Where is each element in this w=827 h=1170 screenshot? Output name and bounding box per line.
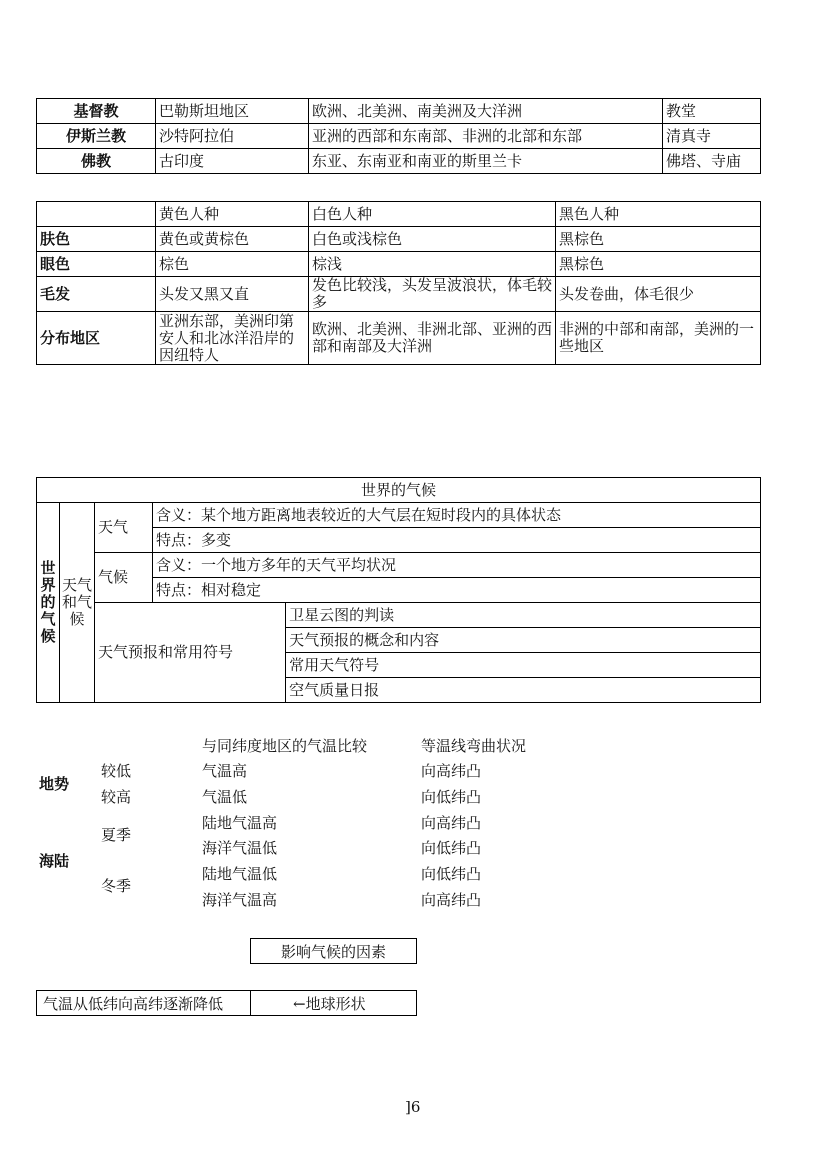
table-cell: 棕浅	[309, 252, 556, 277]
table-row	[37, 149, 761, 174]
season-summer: 夏季	[101, 826, 132, 844]
table-cell: 黑棕色	[556, 227, 761, 252]
isotherm-bend: 向低纬凸	[421, 839, 482, 857]
table-cell: 头发又黑又直	[156, 277, 309, 312]
factor-cause: ←地球形状	[250, 990, 417, 1016]
religion-building: 佛塔、寺庙	[663, 149, 761, 174]
religion-area: 欧洲、北美洲、南美洲及大洋洲	[309, 99, 663, 124]
table-header-row	[37, 202, 761, 227]
table-cell: 发色比较浅，头发呈波浪状，体毛较多	[309, 277, 556, 312]
forecast-item: 常用天气符号	[286, 653, 761, 678]
table-cell: 欧洲、北美洲、非洲北部、亚洲的西部和南部及大洋洲	[309, 312, 556, 365]
religion-building: 清真寺	[663, 124, 761, 149]
terrain-high: 较高	[101, 788, 132, 806]
isotherm-compare: 气温高	[202, 762, 248, 780]
table-row	[37, 227, 761, 252]
row-label: 毛发	[37, 277, 156, 312]
isotherm-compare: 陆地气温低	[202, 865, 278, 883]
table-cell: 头发卷曲，体毛很少	[556, 277, 761, 312]
table-row	[37, 478, 761, 503]
forecast-item: 空气质量日报	[286, 678, 761, 703]
row-label: 分布地区	[37, 312, 156, 365]
table-row	[37, 99, 761, 124]
table-cell: 黄色或黄棕色	[156, 227, 309, 252]
race-header: 白色人种	[309, 202, 556, 227]
religion-area: 亚洲的西部和东南部、非洲的北部和东部	[309, 124, 663, 149]
terrain-low: 较低	[101, 762, 132, 780]
isotherm-bend: 向低纬凸	[421, 788, 482, 806]
forecast-label: 天气预报和常用符号	[95, 603, 286, 703]
weather-feature: 特点：多变	[153, 528, 761, 553]
climate-feature: 特点：相对稳定	[153, 578, 761, 603]
climate-side-label: 世界的气候	[37, 503, 60, 703]
forecast-item: 天气预报的概念和内容	[286, 628, 761, 653]
isotherm-compare: 气温低	[202, 788, 248, 806]
factors-title: 影响气候的因素	[250, 938, 417, 964]
table-row	[37, 553, 761, 578]
race-table	[36, 201, 761, 365]
climate-label: 气候	[95, 553, 153, 603]
isotherm-bend: 向高纬凸	[421, 891, 482, 909]
table-row	[37, 312, 761, 365]
factor-effect: 气温从低纬向高纬逐渐降低	[36, 990, 251, 1016]
isotherm-bend: 向高纬凸	[421, 814, 482, 832]
empty-header-cell	[37, 202, 156, 227]
landsea-label: 海陆	[39, 852, 70, 870]
table-cell: 棕色	[156, 252, 309, 277]
weather-label: 天气	[95, 503, 153, 553]
isotherm-bend: 向低纬凸	[421, 865, 482, 883]
race-header: 黑色人种	[556, 202, 761, 227]
table-cell: 黑棕色	[556, 252, 761, 277]
religion-name: 佛教	[37, 149, 156, 174]
climate-definition: 含义：一个地方多年的天气平均状况	[153, 553, 761, 578]
table-row	[37, 503, 761, 528]
religion-origin: 巴勒斯坦地区	[156, 99, 309, 124]
weather-definition: 含义：某个地方距离地表较近的大气层在短时段内的具体状态	[153, 503, 761, 528]
climate-sub-label: 天气和气候	[60, 503, 95, 703]
climate-outline-table	[36, 477, 761, 703]
season-winter: 冬季	[101, 877, 132, 895]
race-header: 黄色人种	[156, 202, 309, 227]
isotherm-compare: 海洋气温高	[202, 891, 278, 909]
isotherm-compare: 陆地气温高	[202, 814, 278, 832]
table-cell: 亚洲东部，美洲印第安人和北冰洋沿岸的因纽特人	[156, 312, 309, 365]
terrain-label: 地势	[39, 775, 70, 793]
religion-name: 伊斯兰教	[37, 124, 156, 149]
row-label: 眼色	[37, 252, 156, 277]
isotherm-col2-header: 等温线弯曲状况	[421, 737, 527, 755]
climate-title: 世界的气候	[37, 478, 761, 503]
table-cell: 非洲的中部和南部，美洲的一些地区	[556, 312, 761, 365]
religion-origin: 古印度	[156, 149, 309, 174]
religion-name: 基督教	[37, 99, 156, 124]
religion-origin: 沙特阿拉伯	[156, 124, 309, 149]
isotherm-bend: 向高纬凸	[421, 762, 482, 780]
table-row	[37, 124, 761, 149]
isotherm-col1-header: 与同纬度地区的气温比较	[202, 737, 368, 755]
table-cell: 白色或浅棕色	[309, 227, 556, 252]
religion-table	[36, 98, 761, 174]
isotherm-compare: 海洋气温低	[202, 839, 278, 857]
page-number: ]6	[405, 1098, 421, 1116]
forecast-item: 卫星云图的判读	[286, 603, 761, 628]
table-row	[37, 603, 761, 628]
table-row	[37, 252, 761, 277]
religion-area: 东亚、东南亚和南亚的斯里兰卡	[309, 149, 663, 174]
table-row	[37, 277, 761, 312]
religion-building: 教堂	[663, 99, 761, 124]
row-label: 肤色	[37, 227, 156, 252]
